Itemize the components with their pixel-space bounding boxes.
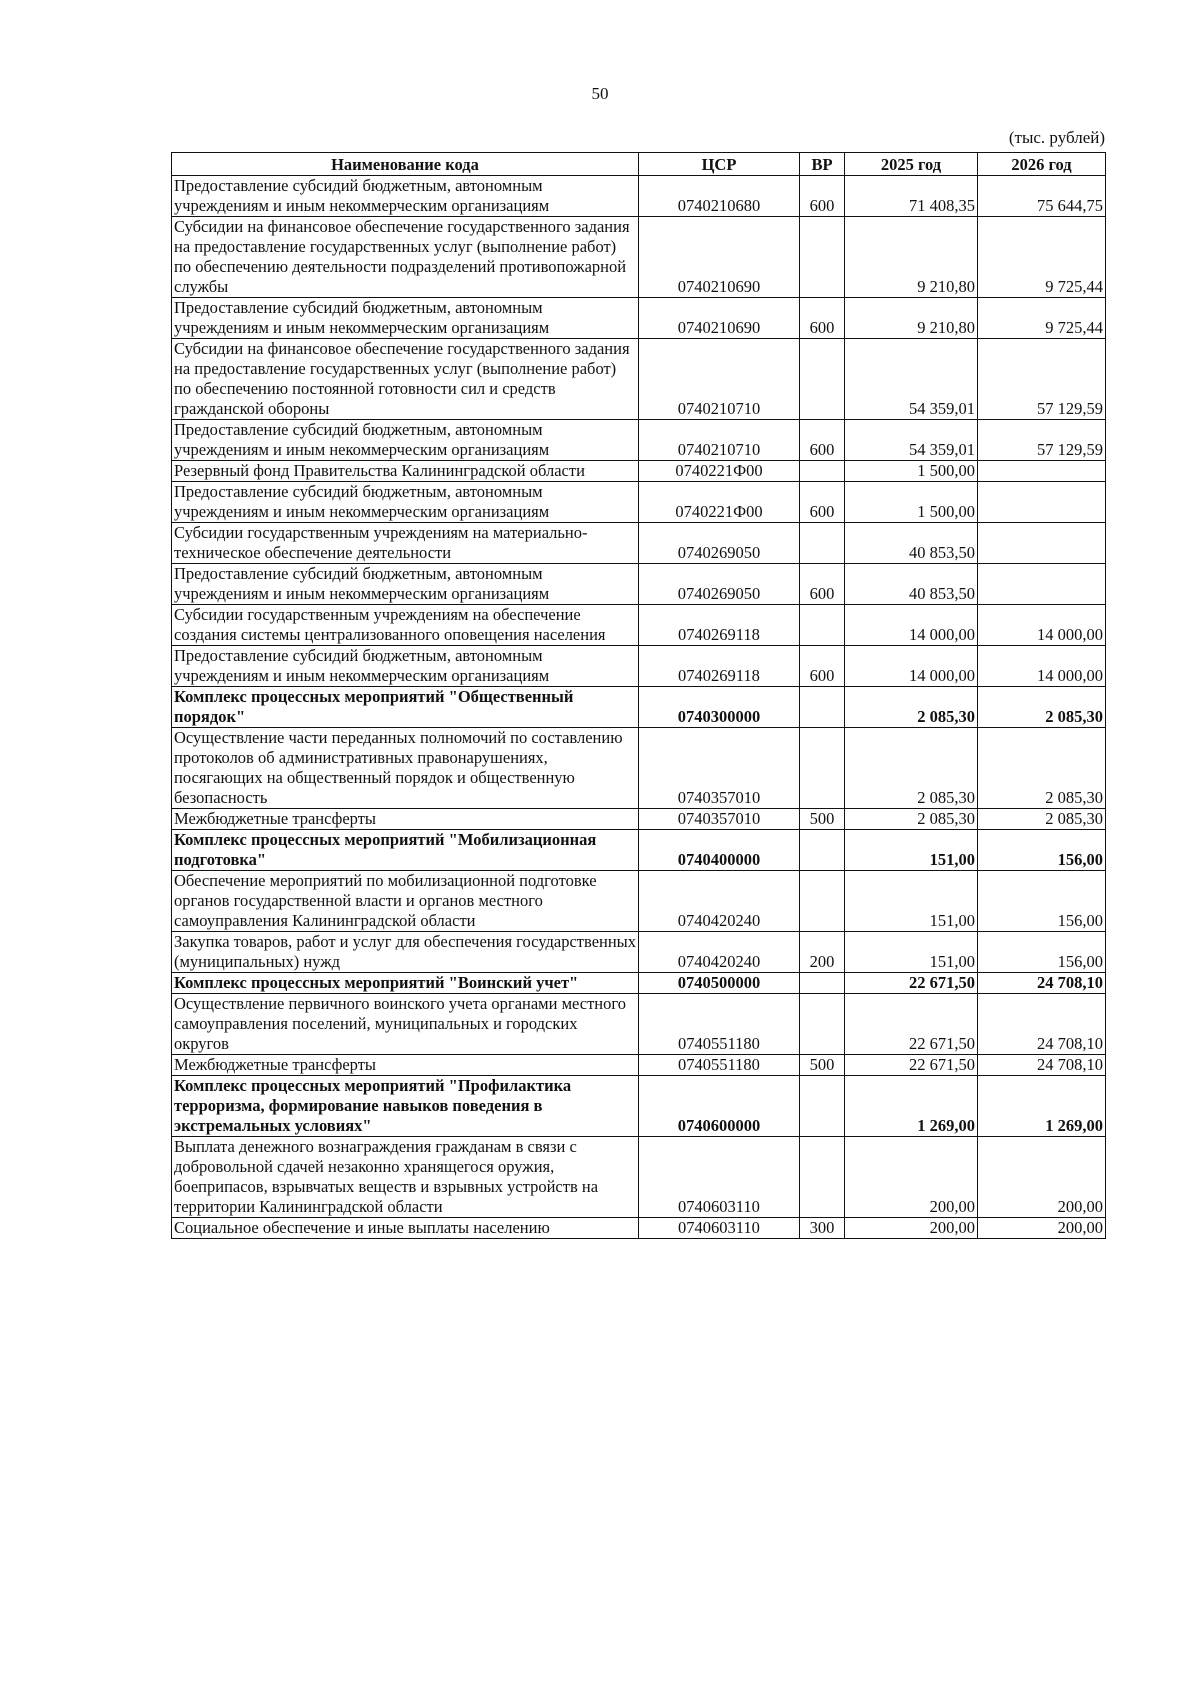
row-value-2026: 200,00 — [978, 1137, 1106, 1218]
row-value-2025: 40 853,50 — [845, 523, 978, 564]
table-row — [172, 932, 1106, 973]
units-label: (тыс. рублей) — [1008, 128, 1105, 147]
row-value-2026: 9 725,44 — [978, 217, 1106, 298]
row-value-2025: 22 671,50 — [845, 994, 978, 1055]
table-row — [172, 217, 1106, 298]
table-body — [172, 176, 1106, 1239]
row-value-2025: 14 000,00 — [845, 605, 978, 646]
row-vr: 600 — [800, 564, 845, 605]
row-csr: 0740269118 — [639, 646, 800, 687]
row-name: Осуществление части переданных полномочий по составлению протоколов об административных правонарушениях, посягающих на общественный порядок и общественную безопасность — [172, 728, 639, 809]
row-csr: 0740551180 — [639, 1055, 800, 1076]
table-row — [172, 298, 1106, 339]
row-name: Комплекс процессных мероприятий "Профилактика терроризма, формирование навыков поведения в экстремальных условиях" — [172, 1076, 639, 1137]
row-csr: 0740420240 — [639, 932, 800, 973]
row-value-2025: 2 085,30 — [845, 728, 978, 809]
row-csr: 0740210690 — [639, 217, 800, 298]
row-name: Предоставление субсидий бюджетным, автономным учреждениям и иным некоммерческим организациям — [172, 298, 639, 339]
row-value-2026: 14 000,00 — [978, 605, 1106, 646]
table-row — [172, 809, 1106, 830]
table-row — [172, 1055, 1106, 1076]
row-name: Осуществление первичного воинского учета органами местного самоуправления поселений, муниципальных и городских округов — [172, 994, 639, 1055]
table-row — [172, 994, 1106, 1055]
row-value-2026: 2 085,30 — [978, 687, 1106, 728]
table-row — [172, 1076, 1106, 1137]
row-value-2025: 1 269,00 — [845, 1076, 978, 1137]
row-value-2025: 22 671,50 — [845, 1055, 978, 1076]
row-value-2025: 54 359,01 — [845, 339, 978, 420]
row-name: Комплекс процессных мероприятий "Воинский учет" — [172, 973, 639, 994]
row-vr — [800, 523, 845, 564]
row-name: Предоставление субсидий бюджетным, автономным учреждениям и иным некоммерческим организациям — [172, 482, 639, 523]
row-name: Субсидии государственным учреждениям на материально-техническое обеспечение деятельности — [172, 523, 639, 564]
row-csr: 0740551180 — [639, 994, 800, 1055]
row-csr: 0740357010 — [639, 728, 800, 809]
row-value-2026: 156,00 — [978, 830, 1106, 871]
row-vr: 600 — [800, 482, 845, 523]
table-row — [172, 1137, 1106, 1218]
row-name: Обеспечение мероприятий по мобилизационной подготовке органов государственной власти и органов местного самоуправления Калининградской области — [172, 871, 639, 932]
row-name: Субсидии государственным учреждениям на обеспечение создания системы централизованного оповещения населения — [172, 605, 639, 646]
row-vr: 600 — [800, 646, 845, 687]
row-name: Резервный фонд Правительства Калининградской области — [172, 461, 639, 482]
row-csr: 0740603110 — [639, 1137, 800, 1218]
header-name: Наименование кода — [172, 153, 639, 176]
row-csr: 0740420240 — [639, 871, 800, 932]
row-name: Предоставление субсидий бюджетным, автономным учреждениям и иным некоммерческим организациям — [172, 646, 639, 687]
row-vr — [800, 1137, 845, 1218]
row-vr — [800, 1076, 845, 1137]
page-number: 50 — [591, 84, 609, 103]
row-name: Межбюджетные трансферты — [172, 809, 639, 830]
row-value-2026 — [978, 523, 1106, 564]
row-value-2026: 57 129,59 — [978, 339, 1106, 420]
row-csr: 0740600000 — [639, 1076, 800, 1137]
row-value-2026: 24 708,10 — [978, 973, 1106, 994]
row-csr: 0740210710 — [639, 420, 800, 461]
row-value-2025: 2 085,30 — [845, 809, 978, 830]
row-name: Предоставление субсидий бюджетным, автономным учреждениям и иным некоммерческим организациям — [172, 176, 639, 217]
row-vr — [800, 339, 845, 420]
table-row — [172, 176, 1106, 217]
header-2025: 2025 год — [845, 153, 978, 176]
table-row — [172, 1218, 1106, 1239]
row-csr: 0740400000 — [639, 830, 800, 871]
table-row — [172, 830, 1106, 871]
row-csr: 0740269118 — [639, 605, 800, 646]
row-value-2025: 22 671,50 — [845, 973, 978, 994]
row-value-2025: 1 500,00 — [845, 461, 978, 482]
row-csr: 0740269050 — [639, 523, 800, 564]
row-vr: 500 — [800, 1055, 845, 1076]
row-vr: 200 — [800, 932, 845, 973]
row-name: Предоставление субсидий бюджетным, автономным учреждениям и иным некоммерческим организациям — [172, 420, 639, 461]
row-value-2026 — [978, 564, 1106, 605]
row-name: Предоставление субсидий бюджетным, автономным учреждениям и иным некоммерческим организациям — [172, 564, 639, 605]
row-value-2025: 1 500,00 — [845, 482, 978, 523]
row-vr — [800, 728, 845, 809]
row-value-2025: 151,00 — [845, 871, 978, 932]
row-value-2025: 2 085,30 — [845, 687, 978, 728]
budget-table — [171, 152, 1106, 1239]
table-row — [172, 420, 1106, 461]
header-csr: ЦСР — [639, 153, 800, 176]
row-value-2026: 2 085,30 — [978, 809, 1106, 830]
row-value-2025: 9 210,80 — [845, 217, 978, 298]
row-vr — [800, 217, 845, 298]
row-value-2025: 54 359,01 — [845, 420, 978, 461]
row-name: Социальное обеспечение и иные выплаты населению — [172, 1218, 639, 1239]
table-row — [172, 871, 1106, 932]
row-vr — [800, 830, 845, 871]
row-value-2026: 24 708,10 — [978, 1055, 1106, 1076]
row-vr: 300 — [800, 1218, 845, 1239]
table-row — [172, 646, 1106, 687]
row-vr — [800, 605, 845, 646]
row-vr — [800, 687, 845, 728]
row-name: Субсидии на финансовое обеспечение государственного задания на предоставление государственных услуг (выполнение работ) по обеспечению деятельности подразделений противопожарной службы — [172, 217, 639, 298]
row-name: Комплекс процессных мероприятий "Общественный порядок" — [172, 687, 639, 728]
row-vr — [800, 461, 845, 482]
header-2026: 2026 год — [978, 153, 1106, 176]
table-row — [172, 461, 1106, 482]
row-csr: 0740500000 — [639, 973, 800, 994]
row-csr: 0740357010 — [639, 809, 800, 830]
row-value-2025: 14 000,00 — [845, 646, 978, 687]
table-row — [172, 339, 1106, 420]
row-csr: 0740269050 — [639, 564, 800, 605]
row-vr — [800, 871, 845, 932]
row-value-2026: 75 644,75 — [978, 176, 1106, 217]
row-vr: 600 — [800, 176, 845, 217]
row-value-2026 — [978, 461, 1106, 482]
row-vr — [800, 973, 845, 994]
table-row — [172, 564, 1106, 605]
row-value-2025: 151,00 — [845, 932, 978, 973]
row-name: Закупка товаров, работ и услуг для обеспечения государственных (муниципальных) нужд — [172, 932, 639, 973]
header-vr: ВР — [800, 153, 845, 176]
row-value-2025: 40 853,50 — [845, 564, 978, 605]
row-vr: 600 — [800, 420, 845, 461]
row-value-2025: 9 210,80 — [845, 298, 978, 339]
row-value-2026: 2 085,30 — [978, 728, 1106, 809]
table-row — [172, 523, 1106, 564]
table-header-row — [172, 153, 1106, 176]
row-vr: 600 — [800, 298, 845, 339]
row-value-2025: 71 408,35 — [845, 176, 978, 217]
row-value-2026: 200,00 — [978, 1218, 1106, 1239]
row-value-2026 — [978, 482, 1106, 523]
table-row — [172, 728, 1106, 809]
row-csr: 0740300000 — [639, 687, 800, 728]
row-name: Выплата денежного вознаграждения гражданам в связи с добровольной сдачей незаконно хранящегося оружия, боеприпасов, взрывчатых веществ и взрывных устройств на территории Калининградской области — [172, 1137, 639, 1218]
row-csr: 0740221Ф00 — [639, 482, 800, 523]
row-value-2025: 200,00 — [845, 1137, 978, 1218]
row-name: Межбюджетные трансферты — [172, 1055, 639, 1076]
row-value-2026: 156,00 — [978, 871, 1106, 932]
row-value-2025: 200,00 — [845, 1218, 978, 1239]
row-value-2026: 156,00 — [978, 932, 1106, 973]
row-vr — [800, 994, 845, 1055]
row-value-2026: 57 129,59 — [978, 420, 1106, 461]
row-value-2026: 1 269,00 — [978, 1076, 1106, 1137]
table-row — [172, 605, 1106, 646]
row-name: Субсидии на финансовое обеспечение государственного задания на предоставление государственных услуг (выполнение работ) по обеспечению постоянной готовности сил и средств гражданской обороны — [172, 339, 639, 420]
table-row — [172, 687, 1106, 728]
table-row — [172, 973, 1106, 994]
row-value-2025: 151,00 — [845, 830, 978, 871]
table-row — [172, 482, 1106, 523]
row-csr: 0740603110 — [639, 1218, 800, 1239]
row-value-2026: 14 000,00 — [978, 646, 1106, 687]
row-value-2026: 24 708,10 — [978, 994, 1106, 1055]
row-name: Комплекс процессных мероприятий "Мобилизационная подготовка" — [172, 830, 639, 871]
row-value-2026: 9 725,44 — [978, 298, 1106, 339]
row-csr: 0740210690 — [639, 298, 800, 339]
row-csr: 0740210710 — [639, 339, 800, 420]
row-csr: 0740210680 — [639, 176, 800, 217]
row-csr: 0740221Ф00 — [639, 461, 800, 482]
row-vr: 500 — [800, 809, 845, 830]
